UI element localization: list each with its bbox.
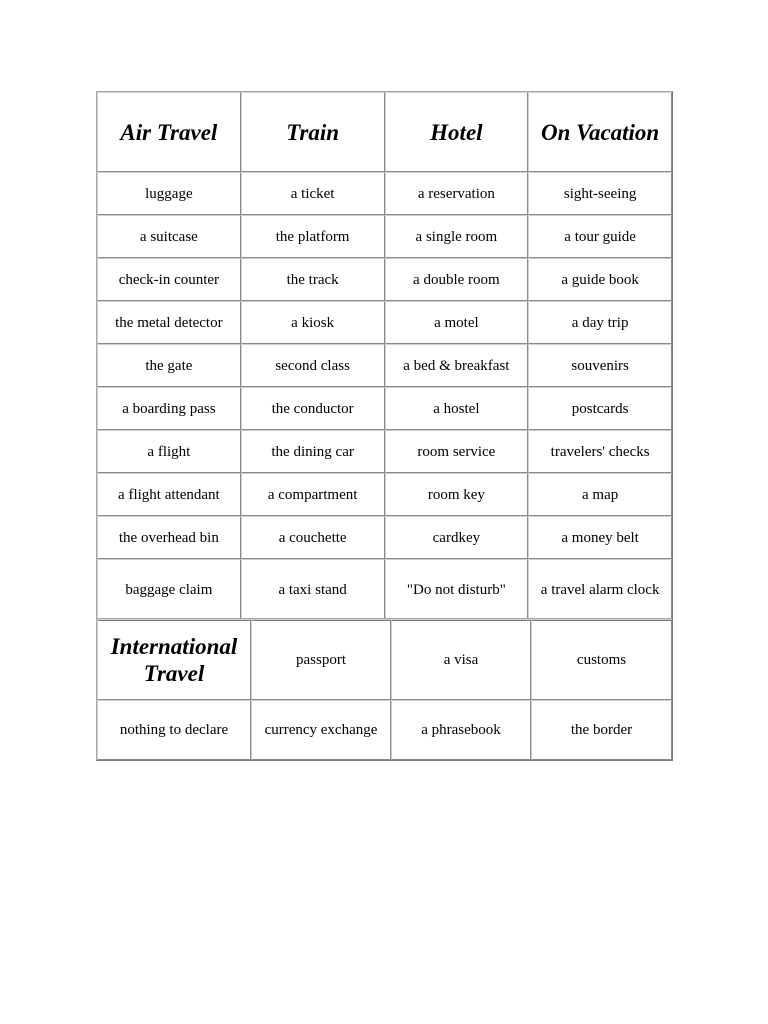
table-cell: passport <box>251 619 391 700</box>
table-cell: a money belt <box>528 516 672 559</box>
table-cell: a ticket <box>241 172 385 215</box>
table-cell: a double room <box>385 258 529 301</box>
table-cell: baggage claim <box>97 559 241 620</box>
table-cell: room key <box>385 473 529 516</box>
table-cell: the border <box>531 700 672 760</box>
table-cell: a single room <box>385 215 529 258</box>
table-cell: the metal detector <box>97 301 241 344</box>
table-cell: a travel alarm clock <box>528 559 672 620</box>
table-cell: a hostel <box>385 387 529 430</box>
table-cell: check-in counter <box>97 258 241 301</box>
header-train: Train <box>241 92 385 172</box>
table-cell: the platform <box>241 215 385 258</box>
table-cell: currency exchange <box>251 700 391 760</box>
table-cell: a tour guide <box>528 215 672 258</box>
vocabulary-table <box>96 91 673 621</box>
header-on-vacation: On Vacation <box>528 92 672 172</box>
header-hotel: Hotel <box>385 92 529 172</box>
table-cell: souvenirs <box>528 344 672 387</box>
table-cell: cardkey <box>385 516 529 559</box>
table-cell: nothing to declare <box>97 700 251 760</box>
table-cell: a map <box>528 473 672 516</box>
international-travel-table <box>96 618 673 761</box>
table-cell: a guide book <box>528 258 672 301</box>
table-cell: a flight <box>97 430 241 473</box>
table-cell: customs <box>531 619 672 700</box>
table-cell: second class <box>241 344 385 387</box>
table-cell: the dining car <box>241 430 385 473</box>
table-cell: a taxi stand <box>241 559 385 620</box>
table-cell: a couchette <box>241 516 385 559</box>
table-cell: the overhead bin <box>97 516 241 559</box>
table-cell: a reservation <box>385 172 529 215</box>
table-cell: luggage <box>97 172 241 215</box>
table-cell: postcards <box>528 387 672 430</box>
table-cell: the track <box>241 258 385 301</box>
table-cell: a suitcase <box>97 215 241 258</box>
table-cell: a phrasebook <box>391 700 531 760</box>
table-cell: a motel <box>385 301 529 344</box>
table-cell: sight-seeing <box>528 172 672 215</box>
table-cell: a kiosk <box>241 301 385 344</box>
table-cell: a bed & breakfast <box>385 344 529 387</box>
table-cell: a flight attendant <box>97 473 241 516</box>
header-air-travel: Air Travel <box>97 92 241 172</box>
table-cell: a boarding pass <box>97 387 241 430</box>
table-cell: room service <box>385 430 529 473</box>
table-cell: the conductor <box>241 387 385 430</box>
table-cell: a visa <box>391 619 531 700</box>
table-cell: a day trip <box>528 301 672 344</box>
table-cell: travelers' checks <box>528 430 672 473</box>
table-cell: "Do not disturb" <box>385 559 529 620</box>
header-international-travel: International Travel <box>97 619 251 700</box>
table-cell: a compartment <box>241 473 385 516</box>
table-cell: the gate <box>97 344 241 387</box>
